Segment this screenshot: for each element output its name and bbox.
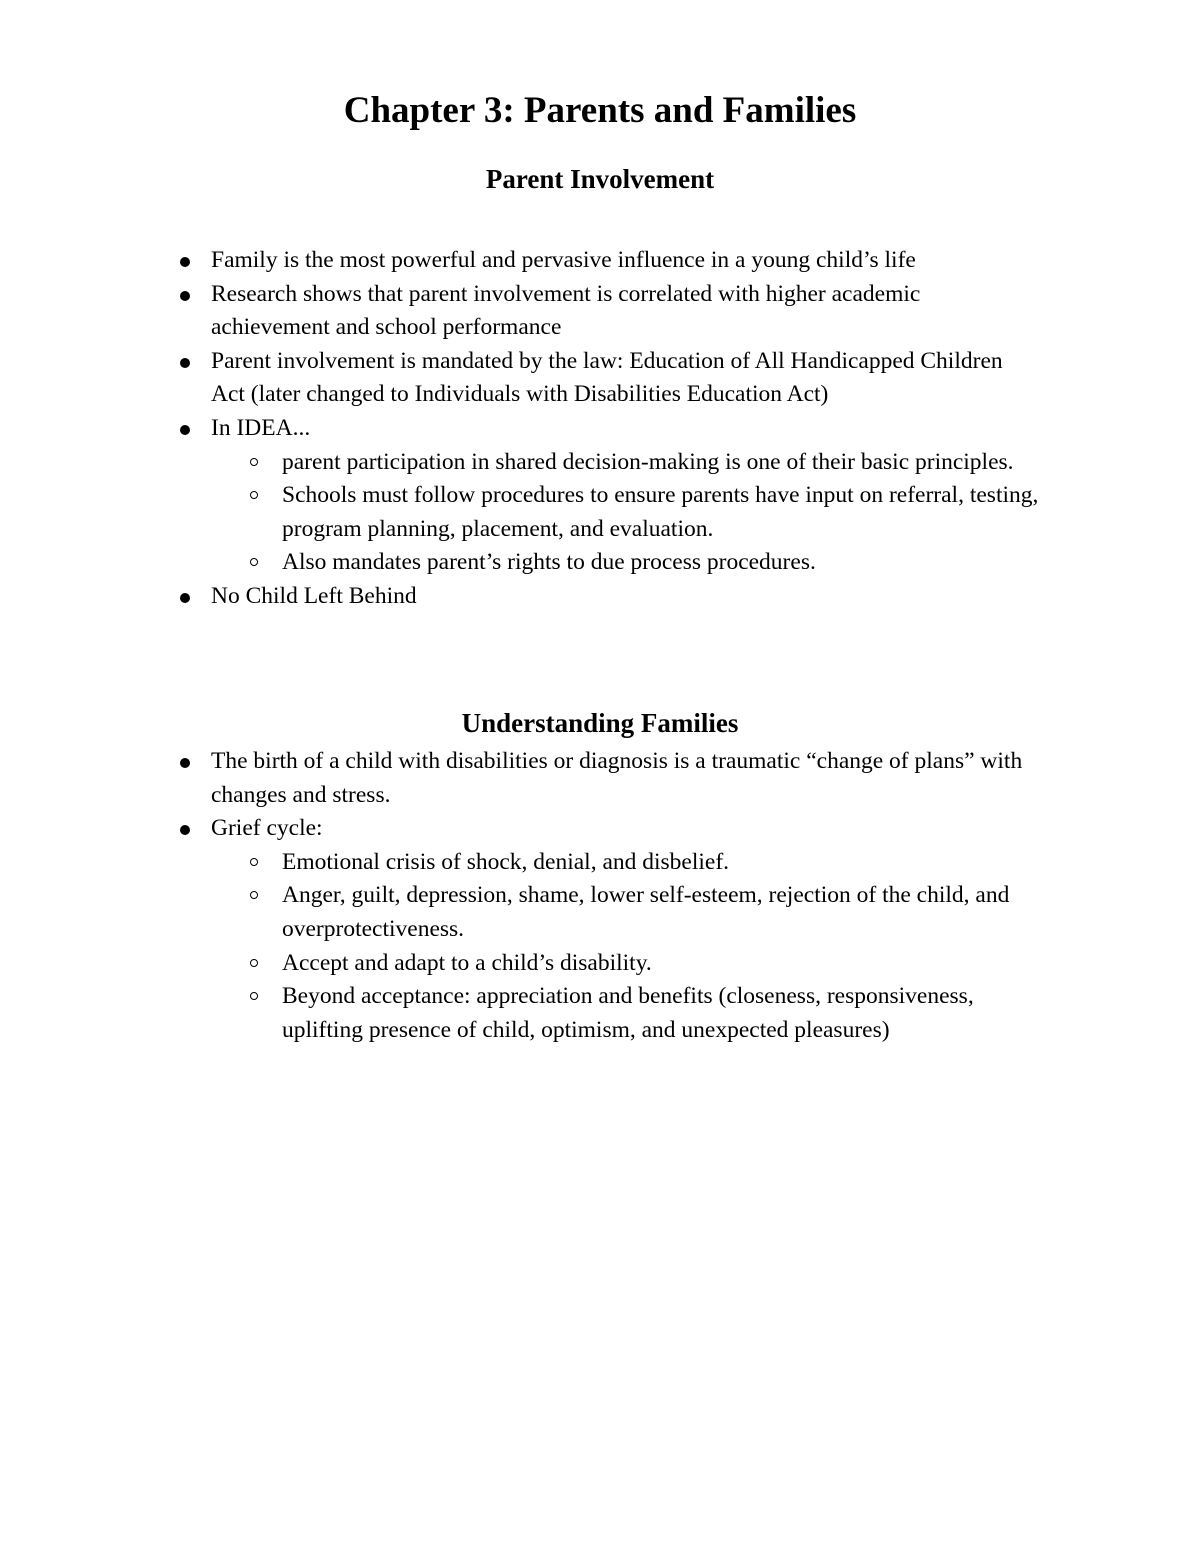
hollow-bullet-icon [250,959,258,967]
idea-sublist [211,446,1041,580]
hollow-bullet-icon [250,558,258,566]
hollow-bullet-icon [250,491,258,499]
chapter-title: Chapter 3: Parents and Families [343,90,857,131]
bullet-icon [180,358,190,368]
list-item-text: Grief cycle: [211,815,323,842]
list-item-text: Family is the most powerful and pervasive influence in a young child’s life [211,247,916,273]
bullet-icon [180,257,190,267]
list-item [0,278,1041,345]
sublist-item [282,446,1042,480]
parent-involvement-list [0,244,1200,614]
hollow-bullet-icon [250,858,258,866]
list-item [0,580,1041,614]
understanding-families-list [0,745,1200,1047]
list-item [0,412,1041,580]
sublist-item-text: Emotional crisis of shock, denial, and disbelief. [282,848,730,875]
sublist-item-text: Accept and adapt to a child’s disability. [282,949,652,976]
sublist-item [282,980,1042,1047]
sublist-item [282,879,1042,946]
list-item [0,244,1041,278]
bullet-icon [180,593,190,603]
list-item-text: No Child Left Behind [211,582,417,609]
list-item [0,812,1041,1047]
sublist-item [282,846,1042,880]
hollow-bullet-icon [250,992,258,1000]
list-item-text: Parent involvement is mandated by the law: Education of All Handicapped Children Act (later changed to Individuals with Disabilities Education Act) [211,347,1003,408]
hollow-bullet-icon [250,891,258,899]
section-heading-understanding-families: Understanding Families [461,708,739,738]
list-item-text: The birth of a child with disabilities or diagnosis is a traumatic “change of plans” with changes and stress. [211,748,1023,808]
sublist-item-text: Schools must follow procedures to ensure parents have input on referral, testing, program planning, placement, and evaluation. [282,482,1039,542]
bullet-icon [180,291,190,301]
list-item-text: In IDEA... [211,414,311,441]
sublist-item [282,479,1042,546]
sublist-item [282,947,1042,981]
bullet-icon [180,825,190,835]
grief-cycle-sublist [211,846,1041,1048]
sublist-item-text: Anger, guilt, depression, shame, lower self-esteem, rejection of the child, and overprotectiveness. [282,882,1010,942]
section-heading-parent-involvement: Parent Involvement [485,164,715,194]
sublist-item-text: Beyond acceptance: appreciation and benefits (closeness, responsiveness, uplifting presence of child, optimism, and unexpected pleasures) [282,983,974,1043]
sublist-item-text: Also mandates parent’s rights to due process procedures. [282,549,816,576]
sublist-item-text: parent participation in shared decision-making is one of their basic principles. [282,448,1014,475]
list-item [0,745,1041,812]
bullet-icon [180,425,190,435]
sublist-item [282,546,1042,580]
bullet-icon [180,758,190,768]
hollow-bullet-icon [250,458,258,466]
list-item [0,345,1041,412]
list-item-text: Research shows that parent involvement is correlated with higher academic achievement and school performance [211,280,921,341]
